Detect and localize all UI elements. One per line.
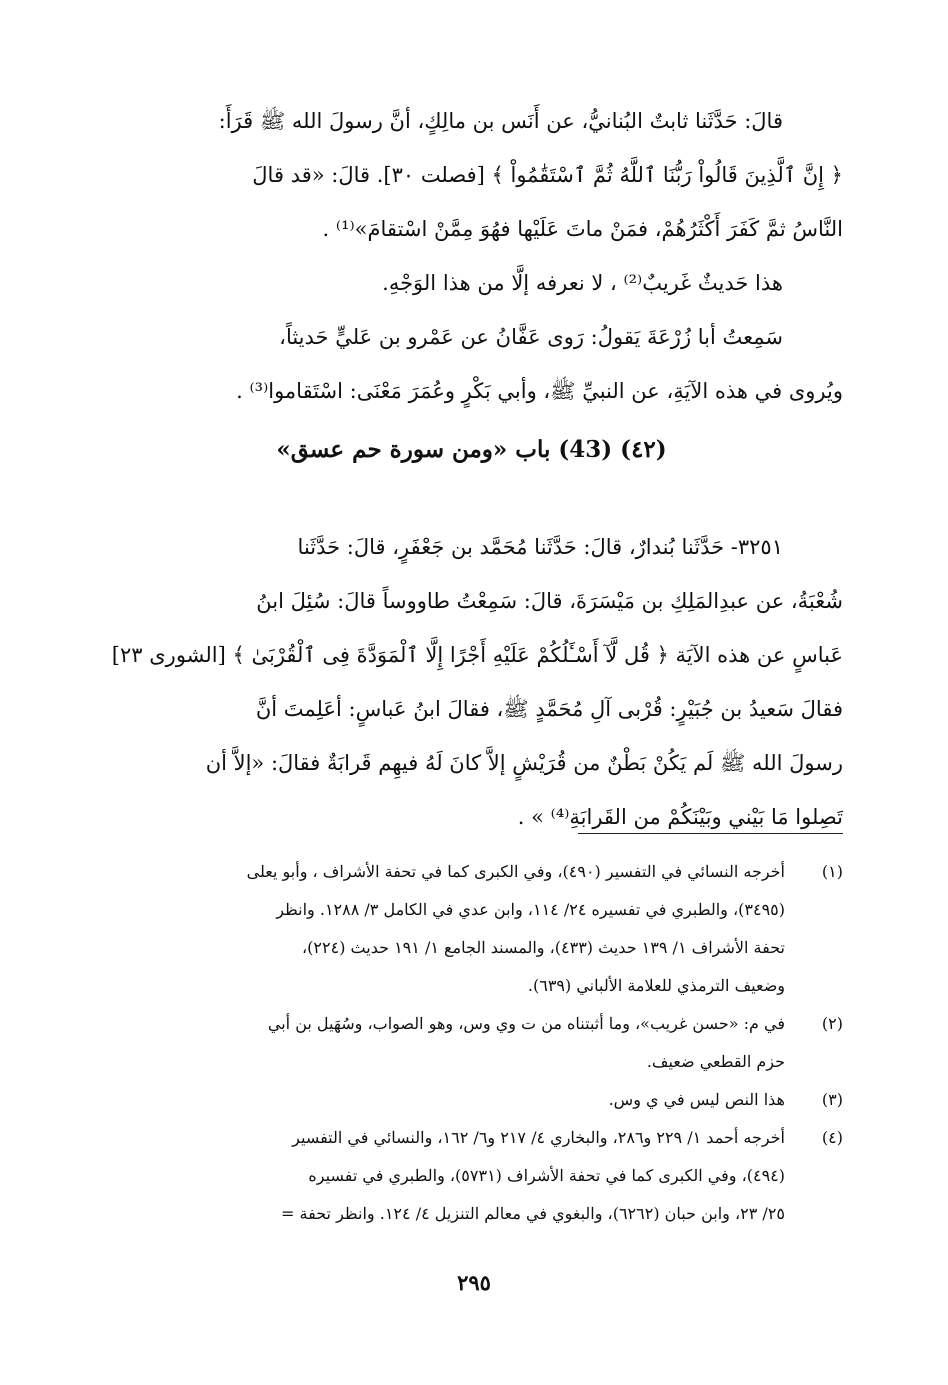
footnote-line: ٢٥/ ٢٣، وابن حبان (٦٢٦٢)، والبغوي في معالم التنزيل ٤/ ١٢٤. وانظر تحفة =	[281, 1204, 785, 1223]
hadith-paragraph-1	[100, 94, 843, 256]
footnote-3	[100, 1081, 843, 1119]
footnote-line: هذا النص ليس في ي وس.	[608, 1090, 785, 1109]
footnote-4	[100, 1119, 843, 1233]
footnote-divider	[578, 833, 843, 834]
footnote-line: أخرجه النسائي في التفسير (٤٩٠)، وفي الكبرى كما في تحفة الأشراف ، وأبو يعلى	[246, 862, 785, 881]
text-line: النَّاسُ ثمَّ كَفَرَ أَكْثَرُهُمْ، فمَنْ ماتَ عَلَيْها فهُوَ مِمَّنْ اسْتقامَ»⁽¹⁾ .	[322, 217, 843, 241]
footnote-number: (٤)	[821, 1128, 843, 1147]
text-line: هذا حَديثٌ غَريبٌ⁽²⁾ ، لا نعرفه إلَّا من هذا الوَجْهِ.	[382, 271, 783, 295]
main-text	[100, 94, 843, 844]
text-line: شُعْبَةُ، عن عبدِالمَلِكِ بن مَيْسَرَةَ، قالَ: سَمِعْتُ طاووساً قالَ: سُئِلَ ابنُ	[256, 589, 843, 613]
footnote-line: (٣٤٩٥)، والطبري في تفسيره ٢٤/ ١١٤، وابن عدي في الكامل ٣/ ١٢٨٨. وانظر	[276, 900, 785, 919]
page-number: ٢٩٥	[457, 1270, 491, 1295]
footnote-number: (٣)	[821, 1090, 843, 1109]
hadith-paragraph-3251	[100, 520, 843, 844]
footnote-line: أخرجه أحمد ١/ ٢٢٩ و٢٨٦، والبخاري ٤/ ٢١٧ و٦/ ١٦٢، والنسائي في التفسير	[292, 1128, 785, 1147]
chapter-heading: (٤٢) (43) باب «ومن سورة حم عسق»	[276, 436, 667, 463]
text-line: فقالَ سَعيدُ بن جُبَيْرٍ: قُرْبى آلِ مُحَمَّدٍ ﷺ، فقالَ ابنُ عَباسٍ: أعَلِمتَ أنَّ	[255, 697, 843, 721]
footnote-line: (٤٩٤)، وفي الكبرى كما في تحفة الأشراف (٥٧٣١)، والطبري في تفسيره	[308, 1166, 785, 1185]
footnote-line: حزم القطعي ضعيف.	[646, 1052, 785, 1071]
footnote-number: (٢)	[821, 1014, 843, 1033]
footnote-2	[100, 1005, 843, 1081]
text-line: قالَ: حَدَّثَنا ثابتٌ البُنانيُّ، عن أَنَس بن مالِكٍ، أنَّ رسولَ الله ﷺ قَرَأَ:	[218, 109, 783, 133]
footnote-1	[100, 853, 843, 1005]
footnotes	[100, 853, 843, 1233]
footnote-number: (١)	[821, 862, 843, 881]
text-line: تَصِلوا مَا بَيْني وبَيْنَكُمْ من القَرابَةِ⁽⁴⁾ » .	[517, 805, 843, 829]
footnote-line: في م: «حسن غريب»، وما أثبتناه من ت وي وس، وهو الصواب، وسُهَيل بن أبي	[267, 1014, 785, 1033]
footnote-line: وضعيف الترمذي للعلامة الألباني (٦٣٩).	[527, 976, 785, 995]
text-line: سَمِعتُ أبا زُرْعَةَ يَقولُ: رَوى عَفَّانُ عن عَمْرو بن عَليٍّ حَديثاً،	[279, 325, 783, 349]
narration-paragraph	[100, 310, 843, 418]
text-line: ﴿ إِنَّ ٱلَّذِينَ قَالُواْ رَبُّنَا ٱللَّهُ ثُمَّ ٱسْتَقَٰمُواْ ﴾ [فصلت ٣٠]. قالَ: «قد قالَ	[252, 163, 843, 187]
text-line: عَباسٍ عن هذه الآيَة ﴿ قُل لَّآ أَسْـَٔلُكُمْ عَلَيْهِ أَجْرًا إِلَّا ٱلْمَوَدَّةَ فِى ٱلْقُرْبَىٰ ﴾ [الشورى ٢٣]	[111, 643, 843, 667]
text-line: ٣٢٥١- حَدَّثَنا بُندارٌ، قالَ: حَدَّثَنا مُحَمَّد بن جَعْفَرٍ، قالَ: حَدَّثَنا	[297, 535, 783, 559]
text-line: ويُروى في هذه الآيَةِ، عن النبيِّ ﷺ، وأبي بَكْرٍ وعُمَرَ مَعْنَى: اسْتَقاموا⁽³⁾ .	[236, 379, 843, 403]
commentary-paragraph	[100, 256, 843, 310]
text-line: رسولَ الله ﷺ لَم يَكُنْ بَطْنٌ من قُرَيْشٍ إلاَّ كانَ لَهُ فيهِم قَرابَةٌ فقالَ: «إلاَّ أن	[205, 751, 843, 775]
footnote-line: تحفة الأشراف ١/ ١٣٩ حديث (٤٣٣)، والمسند الجامع ١/ ١٩١ حديث (٢٢٤)،	[302, 938, 785, 957]
